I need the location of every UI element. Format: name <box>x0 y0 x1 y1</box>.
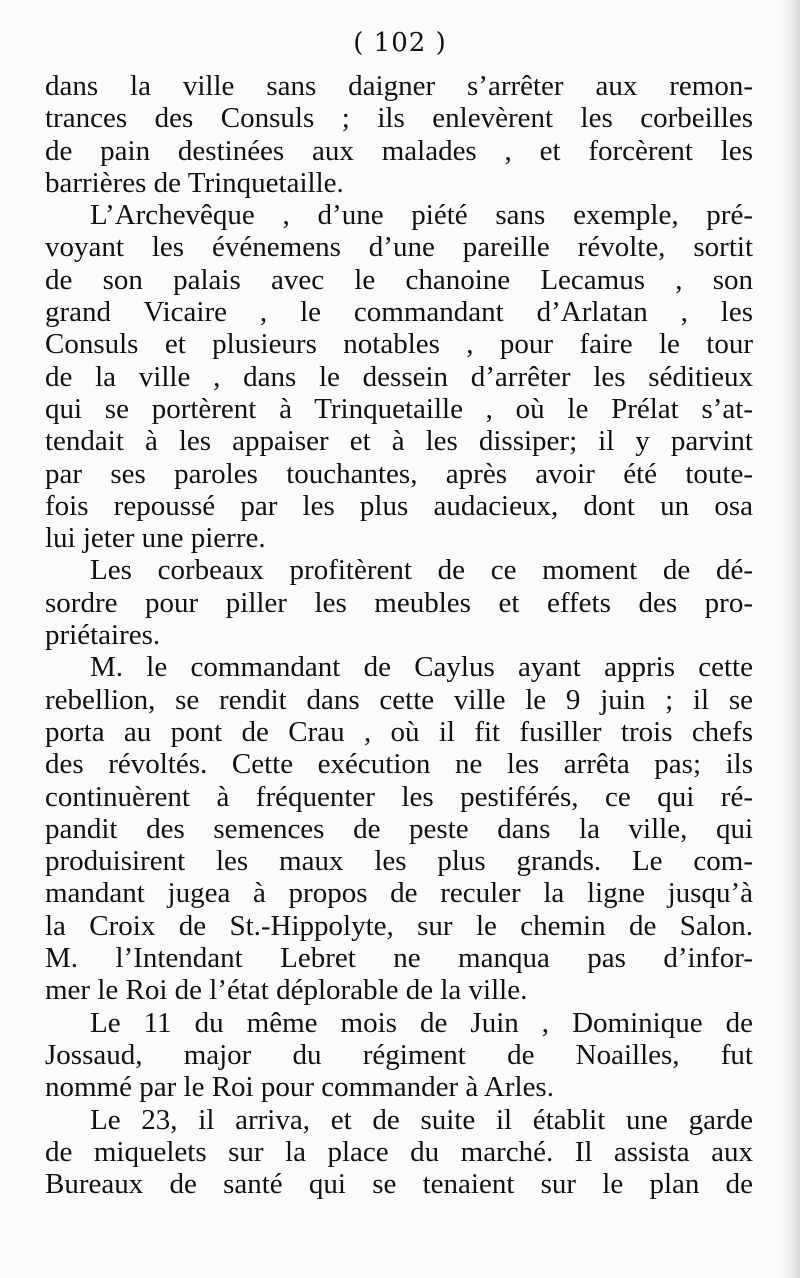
text-line: continuèrent à fréquenter les pestiférés, ce qui ré- <box>45 780 753 813</box>
text-line: qui se portèrent à Trinquetaille , où le Prélat s’at- <box>45 392 753 425</box>
text-line: dans la ville sans daigner s’arrêter aux remon- <box>45 70 753 102</box>
text-line: Les corbeaux profitèrent de ce moment de dé- <box>90 554 753 587</box>
text-line: L’Archevêque , d’une piété sans exemple, pré- <box>90 199 753 232</box>
body-text <box>45 70 753 1200</box>
text-line: la Croix de St.-Hippolyte, sur le chemin de Salon. <box>45 909 753 942</box>
text-line: pandit des semences de peste dans la ville, qui <box>45 812 753 845</box>
text-line: de son palais avec le chanoine Lecamus , son <box>45 263 753 296</box>
text-line: mer le Roi de l’état déplorable de la ville. <box>45 974 528 1007</box>
text-line: tendait à les appaiser et à les dissiper; il y parvint <box>45 425 753 458</box>
text-line: des révoltés. Cette exécution ne les arrêta pas; ils <box>45 748 753 781</box>
text-line: sordre pour piller les meubles et effets des pro- <box>45 586 753 619</box>
text-line: trances des Consuls ; ils enlevèrent les corbeilles <box>45 102 753 135</box>
page-number: ( 102 ) <box>353 28 447 58</box>
text-line: rebellion, se rendit dans cette ville le 9 juin ; il se <box>45 683 753 716</box>
text-line: Le 23, il arriva, et de suite il établit une garde <box>90 1103 753 1136</box>
text-line: priétaires. <box>45 619 161 652</box>
text-line: par ses paroles touchantes, après avoir été toute- <box>45 457 753 490</box>
text-line: Le 11 du même mois de Juin , Dominique de <box>90 1006 753 1039</box>
text-line: de miquelets sur la place du marché. Il assista aux <box>45 1135 753 1168</box>
text-line: lui jeter une pierre. <box>45 522 266 555</box>
text-line: mandant jugea à propos de reculer la ligne jusqu’à <box>45 877 753 910</box>
text-line: M. le commandant de Caylus ayant appris cette <box>90 651 753 684</box>
text-line: de pain destinées aux malades , et forcèrent les <box>45 134 753 167</box>
text-line: M. l’Intendant Lebret ne manqua pas d’infor- <box>45 942 753 975</box>
text-line: nommé par le Roi pour commander à Arles. <box>45 1071 554 1104</box>
text-line: porta au pont de Crau , où il fit fusiller trois chefs <box>45 715 753 748</box>
page-gutter-shadow <box>778 0 800 1278</box>
text-line: fois repoussé par les plus audacieux, dont un osa <box>45 489 753 522</box>
text-line: barrières de Trinquetaille. <box>45 166 344 199</box>
text-line: grand Vicaire , le commandant d’Arlatan , les <box>45 296 753 329</box>
text-line: Consuls et plusieurs notables , pour faire le tour <box>45 328 753 361</box>
text-line: voyant les événemens d’une pareille révolte, sortit <box>45 231 753 264</box>
text-line: Jossaud, major du régiment de Noailles, fut <box>45 1038 753 1071</box>
text-line: Bureaux de santé qui se tenaient sur le plan de <box>45 1168 753 1201</box>
text-line: de la ville , dans le dessein d’arrêter les séditieux <box>45 360 753 393</box>
text-line: produisirent les maux les plus grands. Le com- <box>45 845 753 878</box>
